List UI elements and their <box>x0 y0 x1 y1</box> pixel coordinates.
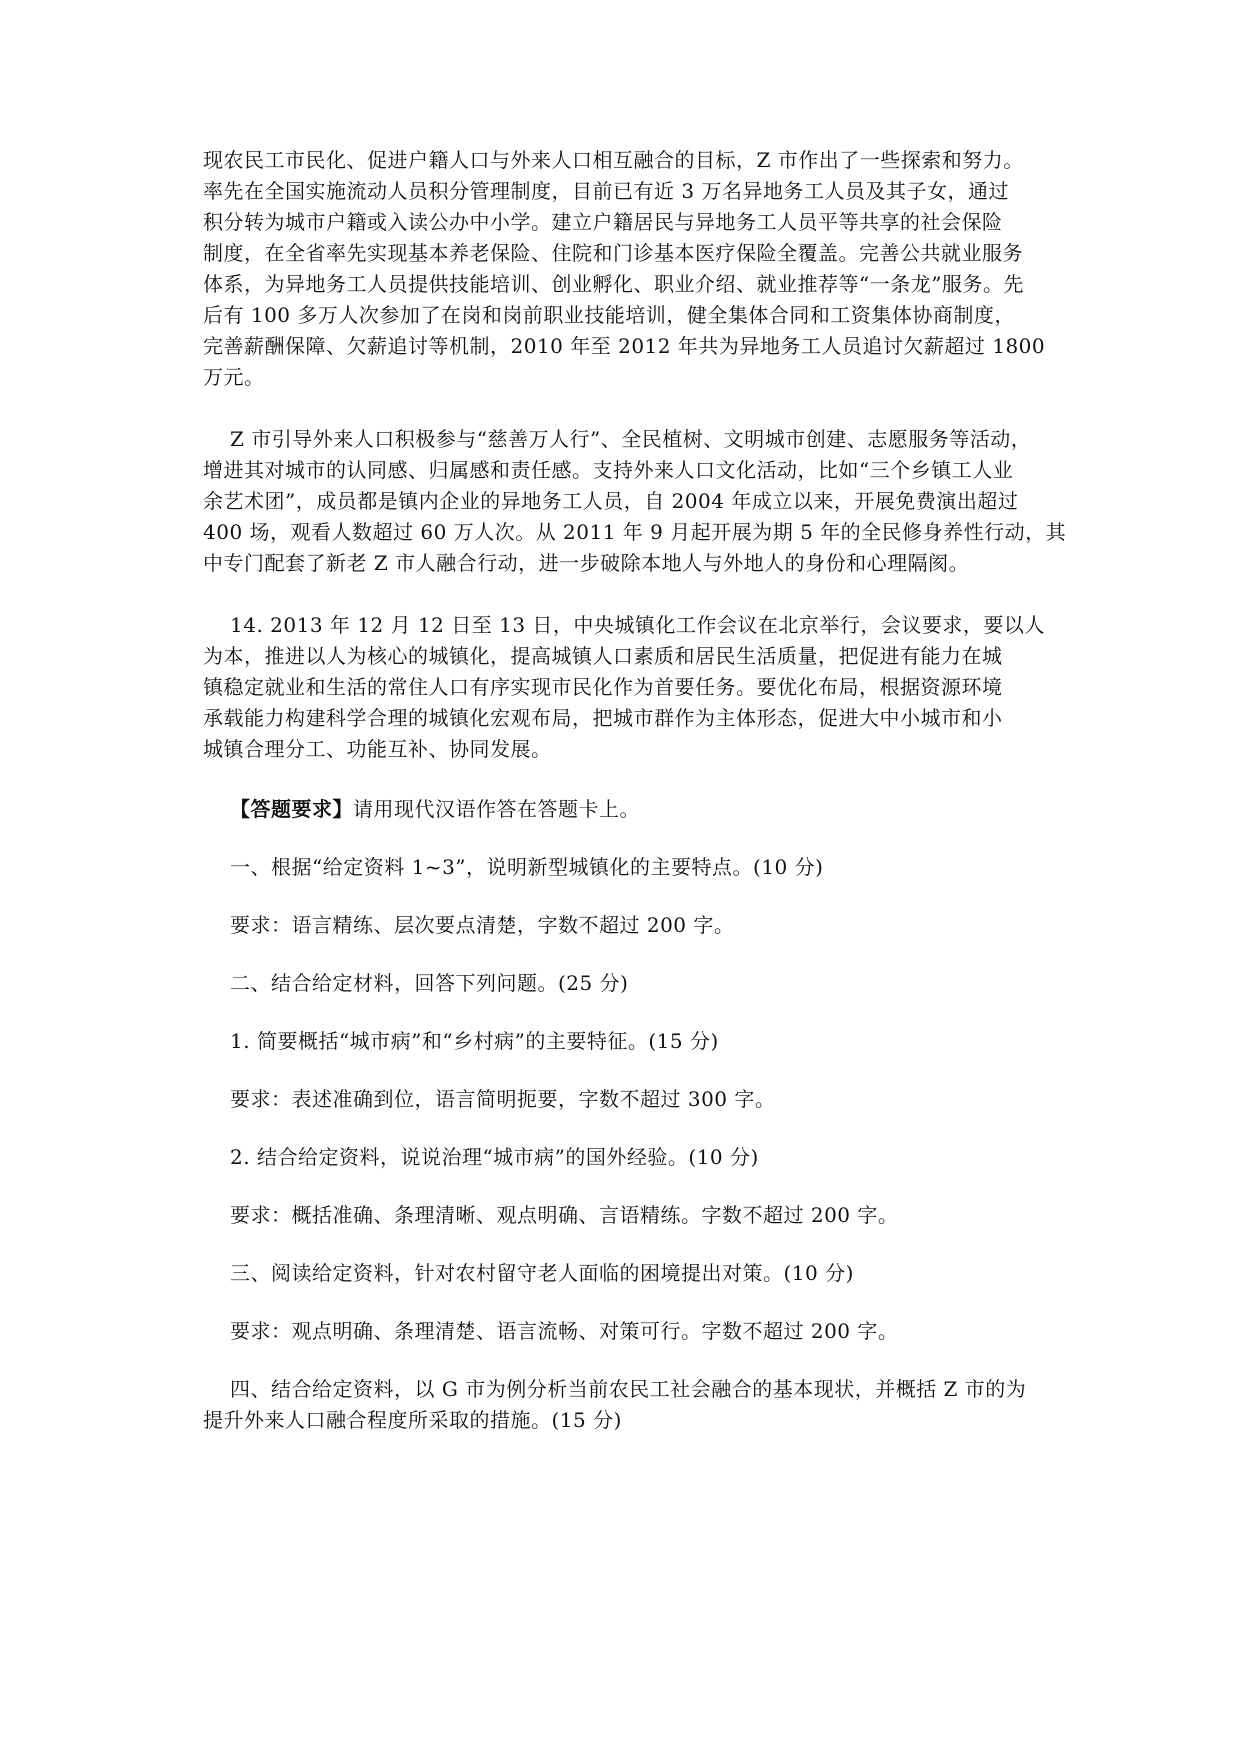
question-2-1: 1. 简要概括“城市病”和“乡村病”的主要特征。(15 分) <box>230 1029 719 1053</box>
answer-requirements-text: 请用现代汉语作答在答题卡上。 <box>353 797 640 821</box>
paragraph-3-line: 城镇合理分工、功能互补、协同发展。 <box>203 737 552 761</box>
paragraph-1-line: 现农民工市民化、促进户籍人口与外来人口相互融合的目标，Z 市作出了一些探索和努力。 <box>203 148 1024 172</box>
paragraph-2-line: 余艺术团”，成员都是镇内企业的异地务工人员，自 2004 年成立以来，开展免费演出超过 <box>203 489 1019 513</box>
paragraph-2-line: 增进其对城市的认同感、归属感和责任感。支持外来人口文化活动，比如“三个乡镇工人业 <box>203 458 1014 482</box>
question-4-line-1: 四、结合给定资料，以 G 市为例分析当前农民工社会融合的基本现状，并概括 Z 市的为 <box>230 1377 1027 1401</box>
paragraph-3-line: 为本，推进以人为核心的城镇化，提高城镇人口素质和居民生活质量，把促进有能力在城 <box>203 644 1003 668</box>
answer-requirements <box>230 797 640 821</box>
paragraph-1-line: 率先在全国实施流动人员积分管理制度，目前已有近 3 万名异地务工人员及其子女，通过 <box>203 179 1009 203</box>
paragraph-1-line: 制度，在全省率先实现基本养老保险、住院和门诊基本医疗保险全覆盖。完善公共就业服务 <box>203 241 1023 265</box>
question-2-1-requirement: 要求：表述准确到位，语言简明扼要，字数不超过 300 字。 <box>230 1087 776 1111</box>
paragraph-1-line: 后有 100 多万人次参加了在岗和岗前职业技能培训，健全集体合同和工资集体协商制度， <box>203 303 1015 327</box>
paragraph-2-line: Z 市引导外来人口积极参与“慈善万人行”、全民植树、文明城市创建、志愿服务等活动， <box>230 427 1032 451</box>
answer-requirements-label: 【答题要求】 <box>230 797 353 821</box>
question-4-line-2: 提升外来人口融合程度所采取的措施。(15 分) <box>203 1408 622 1432</box>
question-1-requirement: 要求：语言精练、层次要点清楚，字数不超过 200 字。 <box>230 913 735 937</box>
question-3: 三、阅读给定资料，针对农村留守老人面临的困境提出对策。(10 分) <box>230 1261 854 1285</box>
paragraph-3-line: 镇稳定就业和生活的常住人口有序实现市民化作为首要任务。要优化布局，根据资源环境 <box>203 675 1003 699</box>
question-2-2-requirement: 要求：概括准确、条理清晰、观点明确、言语精练。字数不超过 200 字。 <box>230 1203 899 1227</box>
paragraph-3-line: 承载能力构建科学合理的城镇化宏观布局，把城市群作为主体形态，促进大中小城市和小 <box>203 706 1003 730</box>
paragraph-3-line: 14. 2013 年 12 月 12 日至 13 日，中央城镇化工作会议在北京举行，会议要求，要以人 <box>230 613 1045 637</box>
question-3-requirement: 要求：观点明确、条理清楚、语言流畅、对策可行。字数不超过 200 字。 <box>230 1319 899 1343</box>
paragraph-1-line: 积分转为城市户籍或入读公办中小学。建立户籍居民与异地务工人员平等共享的社会保险 <box>203 210 1003 234</box>
question-1: 一、根据“给定资料 1~3”，说明新型城镇化的主要特点。(10 分) <box>230 855 824 879</box>
question-2: 二、结合给定材料，回答下列问题。(25 分) <box>230 971 629 995</box>
paragraph-2-line: 中专门配套了新老 Z 市人融合行动，进一步破除本地人与外地人的身份和心理隔阂。 <box>203 551 970 575</box>
question-2-2: 2. 结合给定资料，说说治理“城市病”的国外经验。(10 分) <box>230 1145 759 1169</box>
paragraph-1-line: 万元。 <box>203 365 265 389</box>
paragraph-2-line: 400 场，观看人数超过 60 万人次。从 2011 年 9 月起开展为期 5 年的全民修身养性行动，其 <box>203 520 1067 544</box>
paragraph-1-line: 体系，为异地务工人员提供技能培训、创业孵化、职业介绍、就业推荐等“一条龙”服务。先 <box>203 272 1024 296</box>
paragraph-1-line: 完善薪酬保障、欠薪追讨等机制，2010 年至 2012 年共为异地务工人员追讨欠薪超过 1800 <box>203 334 1046 358</box>
